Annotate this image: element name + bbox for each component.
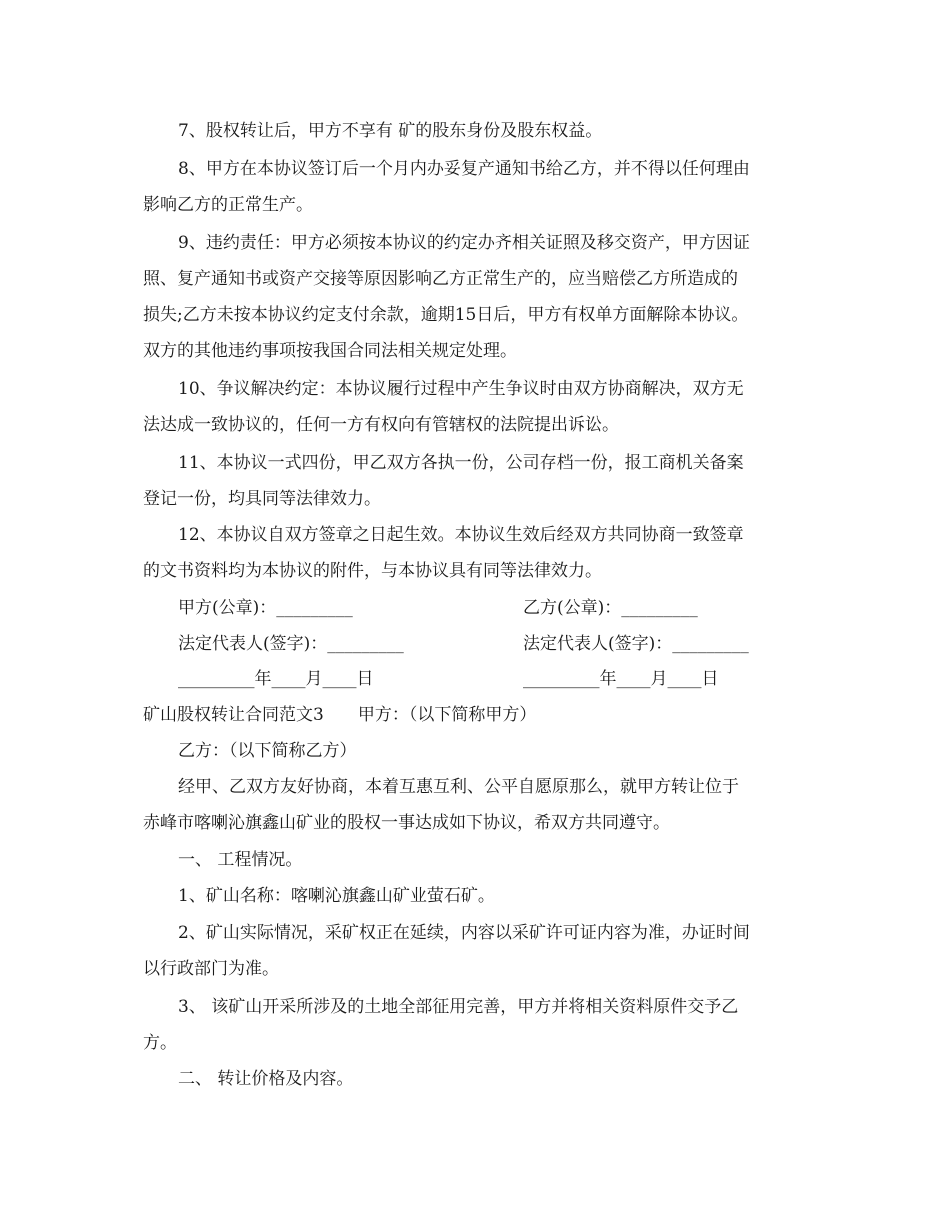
clause-8-line-1: 8、甲方在本协议签订后一个月内办妥复产通知书给乙方，并不得以任何理由: [178, 159, 750, 179]
clause-11-line-1: 11、本协议一式四份，甲乙双方各执一份，公司存档一份，报工商机关备案: [178, 453, 744, 473]
item-3-line-2: 方。: [143, 1033, 177, 1053]
party-b-representative: 法定代表人(签字)：_________: [523, 634, 749, 654]
contract-3-party-b: 乙方：（以下简称乙方）: [178, 741, 357, 761]
clause-12-line-1: 12、本协议自双方签章之日起生效。本协议生效后经双方共同协商一致签章: [178, 525, 744, 545]
party-a-representative: 法定代表人(签字)：_________: [178, 634, 404, 654]
clause-10-line-2: 法达成一致协议的，任何一方有权向有管辖权的法院提出诉讼。: [143, 415, 619, 435]
clause-10-line-1: 10、争议解决约定：本协议履行过程中产生争议时由双方协商解决，双方无: [178, 379, 744, 399]
party-b-seal: 乙方(公章)：_________: [523, 598, 698, 618]
item-3-line-1: 3、 该矿山开采所涉及的土地全部征用完善，甲方并将相关资料原件交予乙: [178, 997, 739, 1017]
item-2-line-2: 以行政部门为准。: [143, 959, 279, 979]
contract-3-heading: 矿山股权转让合同范文3 甲方：（以下简称甲方）: [143, 705, 537, 725]
section-1-heading: 一、 工程情况。: [178, 850, 303, 870]
clause-8-line-2: 影响乙方的正常生产。: [143, 195, 313, 215]
contract-3-intro-line-2: 赤峰市喀喇沁旗鑫山矿业的股权一事达成如下协议，希双方共同遵守。: [143, 813, 670, 833]
item-2-line-1: 2、矿山实际情况，采矿权正在延续，内容以采矿许可证内容为准，办证时间: [178, 923, 750, 943]
clause-7-line-1: 7、股权转让后，甲方不享有 矿的股东身份及股东权益。: [178, 121, 603, 141]
contract-3-intro-line-1: 经甲、乙双方友好协商，本着互惠互利、公平自愿原那么，就甲方转让位于: [178, 777, 739, 797]
party-b-date: _________年____月____日: [523, 669, 719, 689]
clause-9-line-4: 双方的其他违约事项按我国合同法相关规定处理。: [143, 341, 517, 361]
party-a-seal: 甲方(公章)：_________: [178, 598, 353, 618]
clause-12-line-2: 的文书资料均为本协议的附件，与本协议具有同等法律效力。: [143, 561, 602, 581]
clause-9-line-2: 照、复产通知书或资产交接等原因影响乙方正常生产的，应当赔偿乙方所造成的: [143, 269, 738, 289]
clause-11-line-2: 登记一份，均具同等法律效力。: [143, 489, 381, 509]
party-a-date: _________年____月____日: [178, 669, 374, 689]
item-1: 1、矿山名称：喀喇沁旗鑫山矿业萤石矿。: [178, 886, 495, 906]
clause-9-line-3: 损失;乙方未按本协议约定支付余款，逾期15日后，甲方有权单方面解除本协议。: [143, 305, 749, 325]
clause-9-line-1: 9、违约责任：甲方必须按本协议的约定办齐相关证照及移交资产，甲方因证: [178, 233, 750, 253]
section-2-heading: 二、 转让价格及内容。: [178, 1069, 354, 1089]
